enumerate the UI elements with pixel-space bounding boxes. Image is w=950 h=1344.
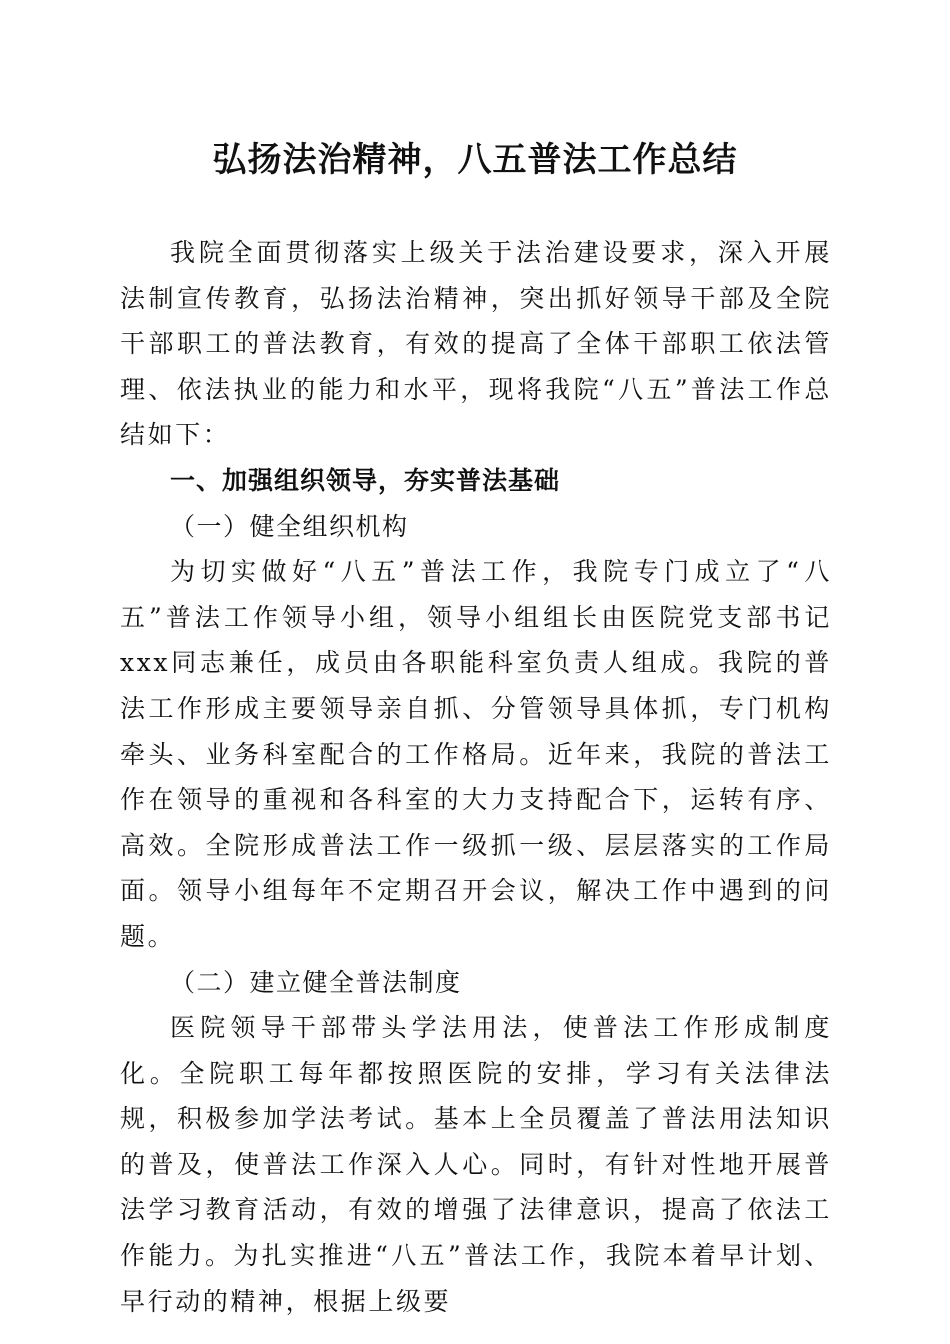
document-title: 弘扬法治精神，八五普法工作总结 [212,140,738,180]
document-body [120,230,832,1324]
intro-paragraph: 我院全面贯彻落实上级关于法治建设要求，深入开展法制宣传教育，弘扬法治精神，突出抓好领导干部及全院干部职工的普法教育，有效的提高了全体干部职工依法管理、依法执业的能力和水平，现将我院“八五”普法工作总结如下： [120,238,832,450]
subsection-heading: （一）健全组织机构 [170,511,409,541]
body-paragraph: 医院领导干部带头学法用法，使普法工作形成制度化。全院职工每年都按照医院的安排，学习有关法律法规，积极参加学法考试。基本上全员覆盖了普法用法知识的普及，使普法工作深入人心。同时，有针对性地开展普法学习教育活动，有效的增强了法律意识，提高了依法工作能力。为扎实推进“八五”普法工作，我院本着早计划、早行动的精神，根据上级要 [120,1013,832,1316]
subsection-heading: （二）建立健全普法制度 [170,967,462,997]
section-heading: 一、加强组织领导，夯实普法基础 [170,465,561,495]
body-paragraph: 为切实做好“八五”普法工作，我院专门成立了“八五”普法工作领导小组，领导小组组长由医院党支部书记xxx同志兼任，成员由各职能科室负责人组成。我院的普法工作形成主要领导亲自抓、分管领导具体抓，专门机构牵头、业务科室配合的工作格局。近年来，我院的普法工作在领导的重视和各科室的大力支持配合下，运转有序、高效。全院形成普法工作一级抓一级、层层落实的工作局面。领导小组每年不定期召开会议，解决工作中遇到的问题。 [120,557,832,951]
